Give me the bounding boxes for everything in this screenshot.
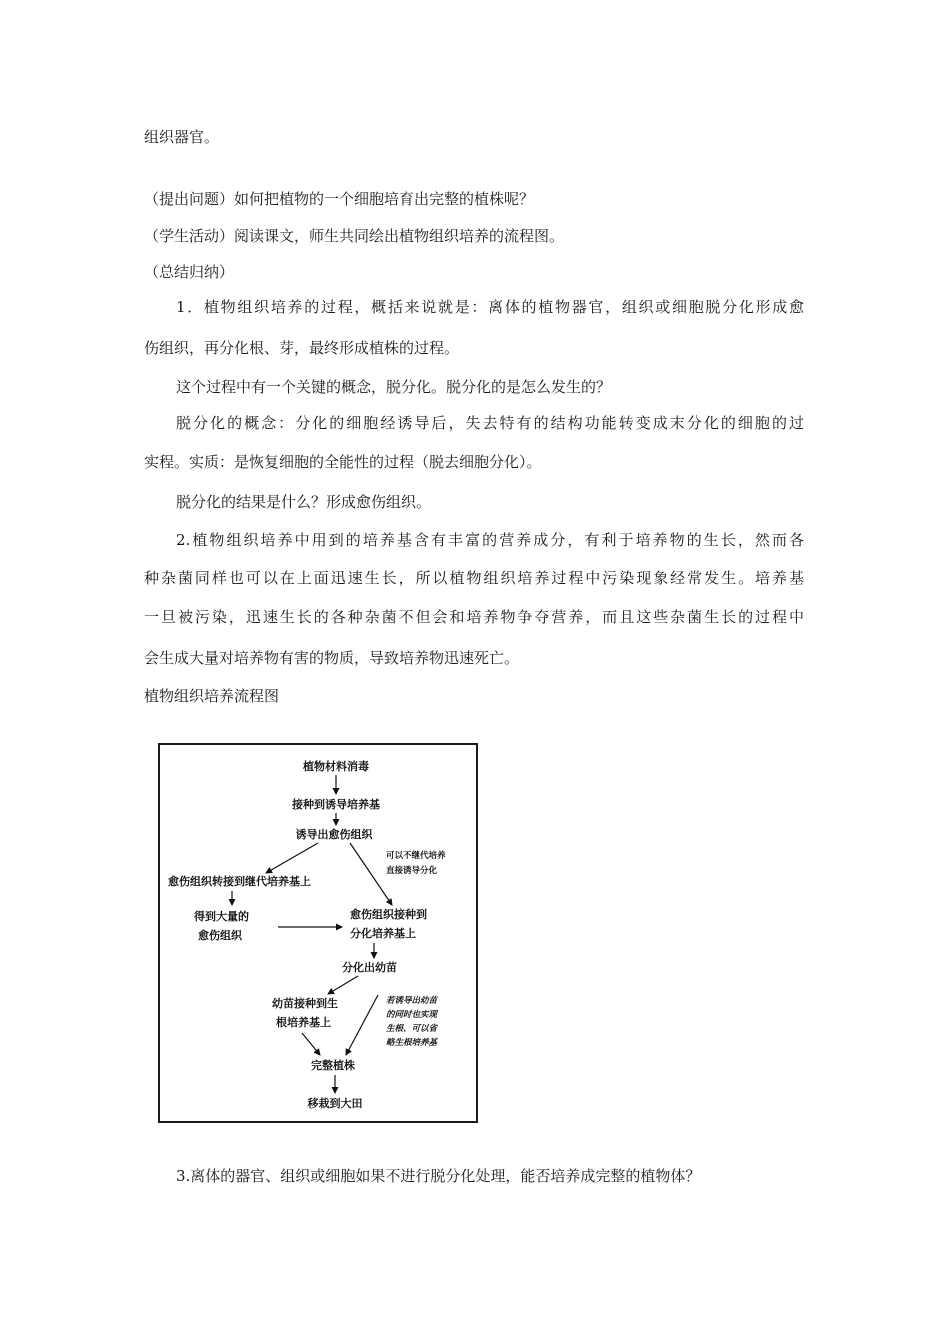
flow-node-transplant: 移栽到大田 (307, 1097, 363, 1110)
flow-node-disinfect: 植物材料消毒 (303, 760, 369, 773)
paragraph-text: 实程。实质：是恢复细胞的全能性的过程（脱去细胞分化）。 (144, 453, 542, 471)
flow-node-rooting-2: 根培养基上 (276, 1016, 331, 1029)
flow-node-induce-callus: 诱导出愈伤组织 (295, 828, 373, 841)
flow-node-rooting-1: 幼苗接种到生 (272, 997, 338, 1010)
flow-arrow (302, 1033, 320, 1055)
flow-node-differentiation-1: 愈伤组织接种到 (350, 908, 427, 921)
paragraph-text: （总结归纳） (144, 263, 235, 281)
flow-note-2: 若诱导出幼苗 (386, 996, 438, 1006)
flow-note-2: 生根、可以省 (386, 1024, 438, 1034)
flow-note-2: 的同时也实现 (386, 1010, 438, 1020)
flow-note-1: 可以不继代培养 (386, 851, 446, 861)
flow-arrow (346, 995, 378, 1055)
flow-node-much-callus-2: 愈伤组织 (198, 929, 242, 942)
flow-arrow (266, 843, 318, 873)
paragraph-text: 会生成大量对培养物有害的物质，导致培养物迅速死亡。 (144, 649, 520, 667)
paragraph-text: 脱分化的概念：分化的细胞经诱导后，失去特有的结构功能转变成末分化的细胞的过 (176, 414, 804, 432)
paragraph-text: 2.植物组织培养中用到的培养基含有丰富的营养成分，有利于培养物的生长，然而各 (176, 531, 804, 549)
paragraph-text: 伤组织，再分化根、芽，最终形成植株的过程。 (144, 339, 460, 357)
figure-title: 植物组织培养流程图 (144, 687, 280, 705)
paragraph-text: 一旦被污染，迅速生长的各种杂菌不但会和培养物争夺营养，而且这些杂菌生长的过程中 (144, 608, 804, 626)
paragraph-text: （学生活动）阅读课文，师生共同绘出植物组织培养的流程图。 (144, 227, 565, 245)
flow-node-seedling: 分化出幼苗 (342, 961, 397, 974)
paragraph-text: 组织器官。 (144, 128, 220, 146)
flow-node-much-callus-1: 得到大量的 (194, 910, 249, 923)
paragraph-text: 3.离体的器官、组织或细胞如果不进行脱分化处理，能否培养成完整的植物体？ (176, 1167, 701, 1185)
flow-note-1: 直接诱导分化 (386, 866, 438, 876)
paragraph-text: （提出问题）如何把植物的一个细胞培育出完整的植株呢？ (144, 190, 535, 208)
paragraph-text: 这个过程中有一个关键的概念，脱分化。脱分化的是怎么发生的？ (176, 378, 612, 396)
flow-node-inoculate-induction: 接种到诱导培养基 (292, 798, 380, 811)
flowchart-figure (158, 743, 478, 1123)
flow-node-subculture: 愈伤组织转接到继代培养基上 (168, 875, 311, 888)
flowchart-svg (160, 745, 476, 1121)
paragraph-text: 种杂菌同样也可以在上面迅速生长，所以植物组织培养过程中污染现象经常发生。培养基 (144, 569, 804, 587)
paragraph-text: 1．植物组织培养的过程，概括来说就是：离体的植物器官，组织或细胞脱分化形成愈 (176, 298, 804, 316)
flow-node-differentiation-2: 分化培养基上 (350, 927, 416, 940)
flow-node-plant: 完整植株 (311, 1059, 355, 1072)
flow-arrow (328, 976, 358, 994)
paragraph-text: 脱分化的结果是什么？形成愈伤组织。 (176, 493, 432, 511)
flow-note-2: 略生根培养基 (386, 1038, 438, 1048)
